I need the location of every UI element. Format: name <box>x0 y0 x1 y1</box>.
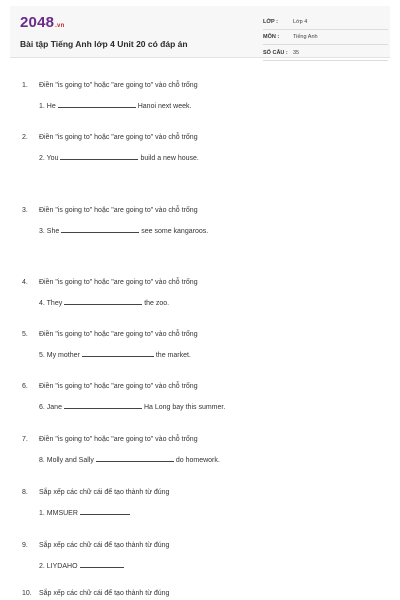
meta-label: MÔN : <box>263 34 280 40</box>
sentence-prefix: 1. MMSUER <box>39 510 78 517</box>
question-number: 7. <box>22 436 28 443</box>
answer-blank[interactable] <box>60 153 138 160</box>
sentence-suffix: do homework. <box>175 457 220 464</box>
sentence-suffix: the zoo. <box>144 300 170 307</box>
question-number: 9. <box>22 542 28 549</box>
sentence-prefix: 8. Molly and Sally <box>39 457 94 464</box>
answer-blank[interactable] <box>82 350 154 357</box>
question-sentence <box>39 402 225 411</box>
worksheet-header <box>10 6 390 58</box>
question-number: 10. <box>22 590 32 597</box>
sentence-suffix: Hanoi next week. <box>137 103 192 110</box>
question-sentence <box>39 226 208 235</box>
question-instruction: Điền "is going to" hoặc "are going to" vào chỗ trống <box>39 134 198 141</box>
question-sentence <box>39 508 132 517</box>
question-instruction: Điền "is going to" hoặc "are going to" vào chỗ trống <box>39 331 198 338</box>
sentence-prefix: 2. You <box>39 155 59 162</box>
question-instruction: Sắp xếp các chữ cái để tạo thành từ đúng <box>39 489 170 496</box>
site-logo[interactable] <box>20 14 64 31</box>
answer-blank[interactable] <box>96 455 174 462</box>
answer-blank[interactable] <box>61 226 139 233</box>
sentence-suffix: Ha Long bay this summer. <box>143 404 226 411</box>
meta-row-grade <box>263 18 388 30</box>
question-sentence <box>39 153 199 162</box>
question-instruction: Sắp xếp các chữ cái để tạo thành từ đúng <box>39 590 170 597</box>
meta-value: Lớp 4 <box>293 19 308 25</box>
sentence-prefix: 6. Jane <box>39 404 62 411</box>
question-instruction: Điền "is going to" hoặc "are going to" vào chỗ trống <box>39 436 198 443</box>
answer-blank[interactable] <box>64 402 142 409</box>
meta-label: LỚP : <box>263 19 278 25</box>
meta-value: 35 <box>293 50 300 56</box>
question-number: 3. <box>22 207 28 214</box>
logo-suffix: .vn <box>55 23 65 29</box>
question-number: 6. <box>22 383 28 390</box>
answer-blank[interactable] <box>80 508 130 515</box>
question-number: 2. <box>22 134 28 141</box>
sentence-prefix: 1. He <box>39 103 56 110</box>
sentence-suffix: build a new house. <box>140 155 199 162</box>
question-instruction: Điền "is going to" hoặc "are going to" vào chỗ trống <box>39 207 198 214</box>
question-instruction: Điền "is going to" hoặc "are going to" vào chỗ trống <box>39 383 198 390</box>
meta-row-subject <box>263 33 388 45</box>
answer-blank[interactable] <box>58 101 136 108</box>
question-sentence <box>39 455 220 464</box>
sentence-prefix: 2. LIYDAHO <box>39 563 78 570</box>
question-sentence <box>39 298 169 307</box>
question-number: 4. <box>22 279 28 286</box>
sentence-prefix: 5. My mother <box>39 352 80 359</box>
question-number: 8. <box>22 489 28 496</box>
question-sentence <box>39 350 191 359</box>
answer-blank[interactable] <box>64 298 142 305</box>
sentence-suffix: the market. <box>155 352 191 359</box>
question-sentence <box>39 101 191 110</box>
question-number: 1. <box>22 82 28 89</box>
meta-value: Tiếng Anh <box>293 34 318 40</box>
sentence-prefix: 3. She <box>39 228 60 235</box>
answer-blank[interactable] <box>80 561 124 568</box>
question-number: 5. <box>22 331 28 338</box>
meta-row-count <box>263 49 388 61</box>
sentence-prefix: 4. They <box>39 300 63 307</box>
question-instruction: Điền "is going to" hoặc "are going to" vào chỗ trống <box>39 82 198 89</box>
logo-text: 2048 <box>20 14 55 31</box>
question-instruction: Điền "is going to" hoặc "are going to" vào chỗ trống <box>39 279 198 286</box>
question-instruction: Sắp xếp các chữ cái để tạo thành từ đúng <box>39 542 170 549</box>
worksheet-title: Bài tập Tiếng Anh lớp 4 Unit 20 có đáp án <box>20 39 188 49</box>
question-sentence <box>39 561 126 570</box>
sentence-suffix: see some kangaroos. <box>141 228 209 235</box>
meta-label: SỐ CÂU : <box>263 50 288 56</box>
